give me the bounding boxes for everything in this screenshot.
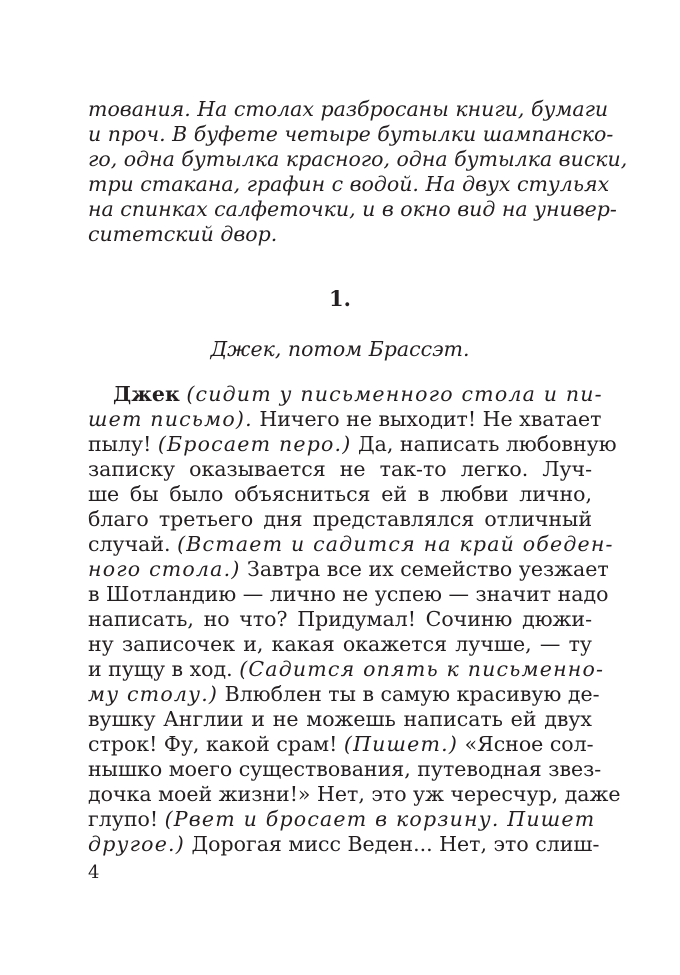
speech-text: случай.: [88, 532, 171, 556]
intro-line: три стакана, графин с водой. На двух стульях: [88, 172, 610, 196]
speaker-name: Джек: [113, 382, 180, 406]
dialogue-line: [113, 382, 603, 407]
dialogue-line: написать, но что? Придумал! Сочиню дюжи-: [88, 607, 592, 631]
dialogue-line: благо третьего дня представлялся отличный: [88, 507, 592, 531]
stage-direction: му столу.): [88, 682, 219, 706]
dialogue-line: ну записочек и, какая окажется лучше, — ту: [88, 632, 592, 656]
intro-line: ситетский двор.: [88, 222, 278, 246]
speech-text: Ничего не выходит! Не хватает: [259, 407, 602, 431]
stage-direction: (Бросает перо.): [157, 432, 352, 456]
speech-text: «Ясное сол-: [464, 732, 594, 756]
dialogue-line: записку оказывается не так-то легко. Луч-: [88, 457, 592, 481]
dialogue-line: [88, 807, 596, 832]
scene-characters: Джек, потом Брассэт.: [210, 337, 470, 361]
stage-direction: ного стола.): [88, 557, 241, 581]
dialogue-line: ше бы было объясниться ей в любви лично,: [88, 482, 592, 506]
speech-text: Завтра все их семейство уезжает: [247, 557, 609, 581]
intro-line: на спинках салфеточки, и в окно вид на универ-: [88, 197, 617, 221]
stage-direction: (Рвет и бросает в корзину. Пишет: [164, 807, 596, 831]
dialogue-line: [88, 682, 600, 707]
speech-text: и пущу в ход.: [88, 657, 233, 681]
dialogue-line: [88, 557, 609, 582]
dialogue-line: [88, 432, 617, 457]
dialogue-line: дочка моей жизни!» Нет, это уж чересчур, даже: [88, 782, 621, 806]
dialogue-line: [88, 407, 602, 432]
dialogue-line: [88, 657, 605, 682]
intro-line: и проч. В буфете четыре бутылки шампанско-: [88, 122, 614, 146]
speech-text: пылу!: [88, 432, 152, 456]
stage-direction: (сидит у письменного стола и пи-: [186, 382, 603, 406]
stage-direction: (Садится опять к письменно-: [239, 657, 605, 681]
speech-text: строк! Фу, какой срам!: [88, 732, 338, 756]
speech-text: Дорогая мисс Веден... Нет, это слиш-: [191, 832, 600, 856]
dialogue-line: [88, 532, 614, 557]
dialogue-line: вушку Англии и не можешь написать ей двух: [88, 707, 592, 731]
speech-text: Да, написать любовную: [358, 432, 617, 456]
dialogue-line: [88, 732, 592, 757]
dialogue-line: в Шотландию — лично не успею — значит надо: [88, 582, 609, 606]
page-number: 4: [88, 862, 100, 883]
dialogue-line: [88, 832, 600, 857]
scene-number: 1.: [329, 286, 351, 311]
stage-direction: (Пишет.): [343, 732, 459, 756]
stage-direction: шет письмо).: [88, 407, 253, 431]
speech-text: глупо!: [88, 807, 159, 831]
dialogue-line: нышко моего существования, путеводная звез-: [88, 757, 602, 781]
stage-direction: другое.): [88, 832, 185, 856]
intro-line: го, одна бутылка красного, одна бутылка виски,: [88, 147, 628, 171]
intro-line: тования. На столах разбросаны книги, бумаги: [88, 97, 609, 121]
speech-text: Влюблен ты в самую красивую де-: [224, 682, 600, 706]
stage-direction: (Встает и садится на край обеден-: [177, 532, 614, 556]
